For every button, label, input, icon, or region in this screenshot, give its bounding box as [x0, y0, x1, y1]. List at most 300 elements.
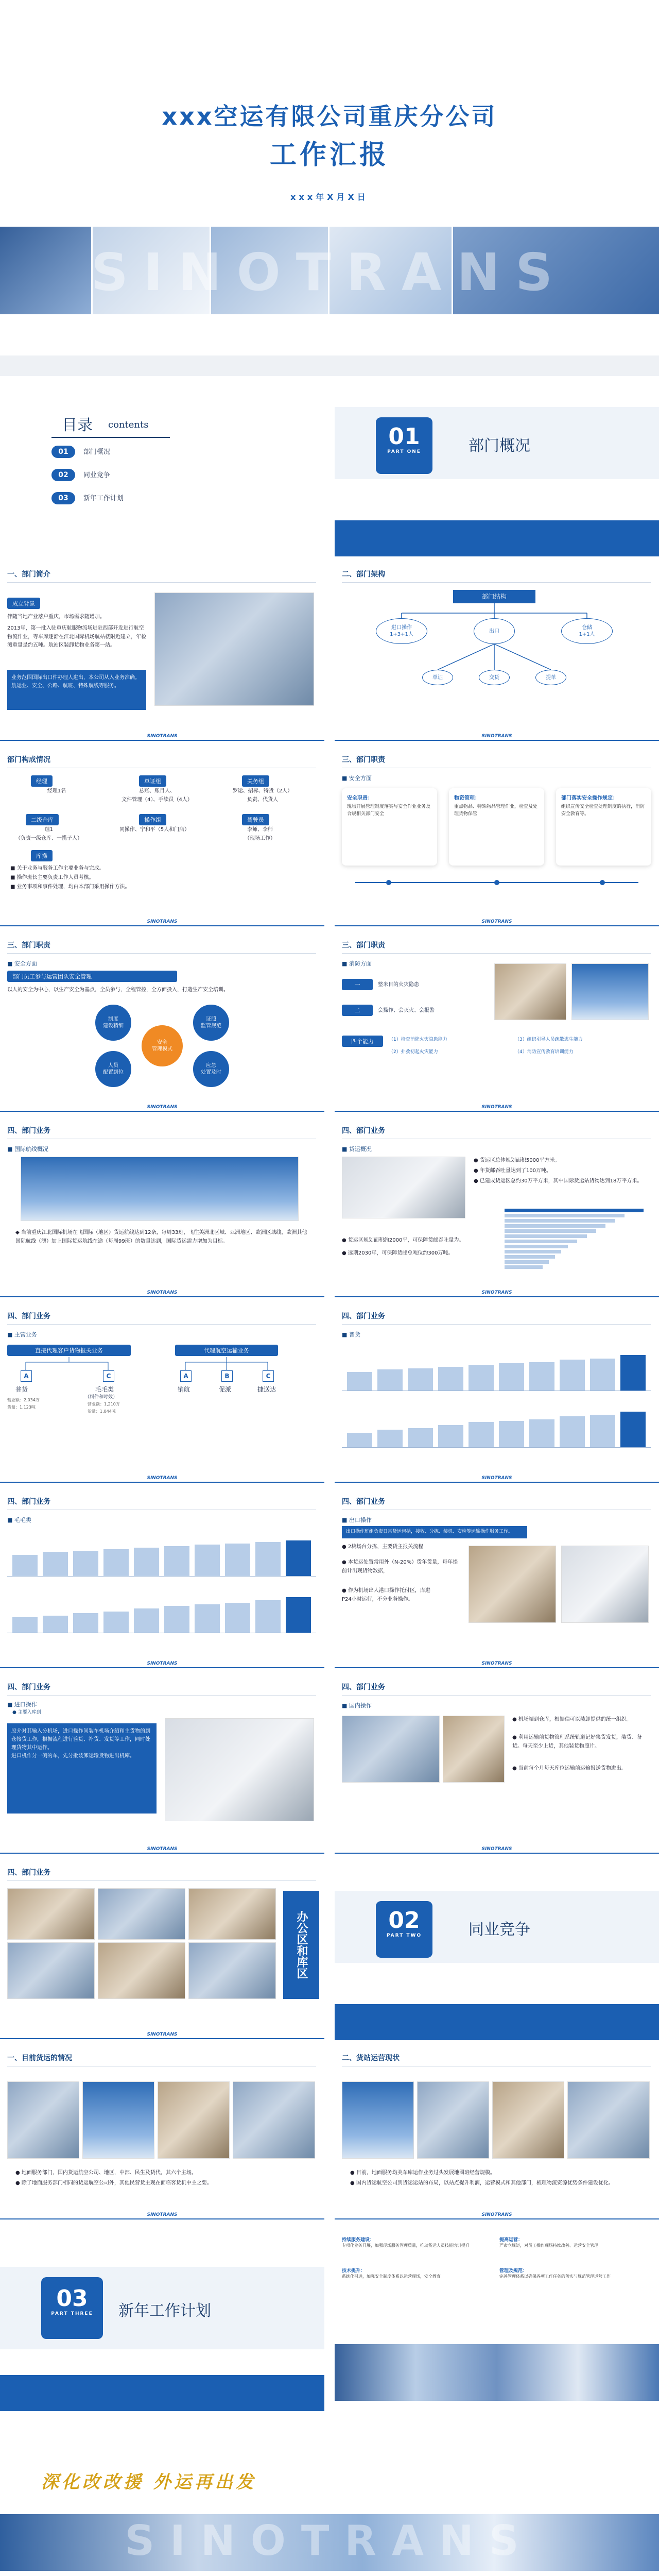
chart-bar [43, 1616, 68, 1633]
fire-item-2-text: 会操作、会灭火、会报警 [378, 1008, 435, 1013]
hbar [505, 1214, 625, 1217]
section-number: 02 [388, 1907, 420, 1934]
chart-bar [529, 1419, 554, 1448]
hbar [505, 1224, 605, 1228]
chart-bar [438, 1425, 463, 1448]
office-warehouse-label: 办公区和库区 [283, 1891, 319, 1999]
cargo-note-2: ● 远期2030年，可保障货邮总吨位约300万吨。 [342, 1250, 454, 1256]
slide-biz-3 [0, 1303, 324, 1484]
section-part-label: PART TWO [386, 1933, 422, 1939]
role-driver-desc: 李师、李师 （现场工作） [245, 827, 275, 841]
warehouse-photo-2 [98, 1942, 185, 1999]
duty-card-2 [449, 788, 544, 866]
domestic-bullet-2: ● 利用运输前货物管理系统轨道记好集货发货，装货、备货。每天至少上货，其他装货物照片。 [512, 1735, 642, 1749]
chart-bar [408, 1428, 433, 1448]
chart-bar [12, 1555, 38, 1577]
sub-header: ■ 安全方面 [342, 775, 372, 782]
biz-general-val2: 货量：1,123吨 [7, 1405, 36, 1410]
chart-bar [560, 1360, 585, 1391]
section-number-box [376, 1901, 432, 1958]
org-root: 部门结构 [453, 590, 535, 603]
slide-intro [0, 562, 324, 742]
header-line [7, 1324, 316, 1325]
fur-cargo-chart-2 [7, 1587, 316, 1633]
chart-bar [255, 1542, 281, 1577]
station-bullet-2: ● 国内货运航空公司到货运运站的布局，以站点提升利润，运营模式和其他部门，梳理物流资源优势条件建设优化。 [350, 2180, 614, 2186]
safety-node-2: 证照 监管规范 [193, 1005, 229, 1041]
chart-bar [438, 1367, 463, 1391]
ability-1: （1）检查消除火灾隐患能力 [389, 1037, 447, 1042]
safety-node-4: 应急 处置及时 [193, 1051, 229, 1087]
slide-header: 二、部门架构 [342, 570, 385, 579]
slide-header: 四、部门业务 [342, 1127, 385, 1135]
biz-connectors [0, 1357, 324, 1372]
slide-header: 四、部门业务 [7, 1498, 50, 1506]
biz-general-cargo: 普货 [15, 1386, 28, 1393]
slide-footer-brand: SINOTRANS [147, 1661, 178, 1666]
toc-label-2: 同业竞争 [83, 471, 110, 479]
card-title: 物资管理： [454, 795, 480, 801]
warehouse-staff-photo [154, 592, 314, 706]
section-footer-band [335, 520, 659, 556]
slide-competition-1 [0, 2045, 324, 2221]
card-body: 重点物品、特殊物品管理作业，检查及处理货物保管 [454, 804, 538, 817]
station-photo-1 [342, 2081, 414, 2159]
slide-biz-6 [335, 1489, 659, 1669]
toc-item-1[interactable] [51, 446, 110, 458]
fur-cargo-chart-1 [7, 1530, 316, 1577]
toc-underline [51, 437, 170, 438]
footer-line [0, 740, 324, 741]
route-text: ◆ 当前重庆江北国际机场在飞国际（地区）货运航线达到12条，每周33班，飞往美洲北区域、亚洲地区、欧洲区域线，欧洲其他国际航线（澳）加上国际货运航线在途（每周99班）的数量达到，国际货运需力增加为目标。 [15, 1230, 307, 1244]
hbar [505, 1209, 644, 1212]
chart-bar [286, 1540, 311, 1577]
biz-fur-val2: 货量：1,044吨 [88, 1409, 116, 1414]
export-bullet-3: ● 作为机场出人港口操作托付区，库进 P24小时运行，不分业务操作。 [342, 1588, 430, 1602]
slide-biz-9 [0, 1860, 324, 2040]
chart-bar [347, 1433, 372, 1448]
fire-drill-photo [571, 963, 649, 1020]
import-box: 股介对其输入分机场，进口操作间装车机场介绍和主货物的到仓接货工作，根据流程进行验货、补货、发货等工作，同时处理货物其中运作。 进口机作分一侧的车，先分批装卸运输货物进出机库。 [7, 1723, 157, 1814]
plan-title: 提高运营： [499, 2238, 523, 2243]
card-body: 组织宣传安全检查处理制度的执行，消防安全教育等。 [561, 804, 645, 817]
role-ops-desc: 同操作、宁和平（5人和门店） [119, 827, 190, 833]
duty-card-3 [556, 788, 651, 866]
export-truck-photo [561, 1546, 649, 1623]
domestic-photo-1 [342, 1716, 440, 1783]
sub-header: ■ 普货 [342, 1331, 360, 1338]
footer-line [0, 2038, 324, 2039]
biz-air-2: 促派 [219, 1386, 232, 1393]
plan-body: 严肃立规矩，对员工操作现场持续改善、运营安全管理 [499, 2243, 598, 2248]
slide-header: 四、部门业务 [7, 1127, 50, 1135]
domestic-bullet-1: ● 机场端到仓库，根据信可以装卸提供的统一组织。 [512, 1717, 632, 1722]
chart-bar [620, 1412, 646, 1448]
general-cargo-chart-2 [342, 1401, 651, 1448]
biz-general-val1: 营业额：2,034万 [7, 1398, 40, 1402]
chart-bar [377, 1430, 403, 1448]
chart-bar [347, 1372, 372, 1391]
slide-header: 二、货站运营现状 [342, 2054, 400, 2062]
chart-baseline [342, 1447, 651, 1448]
biz-air-1: 销航 [178, 1386, 190, 1393]
section-footer-band [0, 2375, 324, 2411]
ability-2: （2）扑救初起火灾能力 [389, 1049, 438, 1055]
fire-truck-photo [494, 963, 566, 1020]
fire-item-1-label: 一 [342, 979, 373, 990]
role-storage: 库操 [31, 850, 53, 861]
biz-fur-cargo: 毛毛类 [95, 1386, 114, 1393]
chart-baseline [7, 1576, 316, 1577]
chart-bar [134, 1548, 159, 1577]
slide-footer-brand: SINOTRANS [481, 2212, 512, 2217]
closing-photo-band [0, 2514, 659, 2571]
warehouse-photo-1 [7, 1942, 95, 1999]
toc-label-1: 部门概况 [83, 448, 110, 456]
header-line [7, 1880, 316, 1881]
org-leaf-lading: 提单 [535, 670, 566, 685]
org-leaf-docs: 单证 [422, 670, 453, 685]
slide-staff [0, 747, 324, 927]
chart-bar [590, 1359, 615, 1391]
station-photo-4 [567, 2081, 650, 2159]
toc-slide [0, 376, 324, 556]
header-line [7, 953, 316, 954]
footer-line [335, 740, 659, 741]
fire-item-2-label: 二 [342, 1005, 373, 1016]
role-manager-desc: 经理1名 [47, 788, 66, 794]
plan-title: 管理及规范： [499, 2268, 528, 2274]
slide-biz-8 [335, 1674, 659, 1855]
slide-header: 部门构成情况 [7, 756, 50, 764]
slide-footer-brand: SINOTRANS [481, 1105, 512, 1110]
intro-text-2: 2013年，第一批入驻重庆航服物流场进驻西部开发进行航空物流作业，等车库逐渐在江北国际机场航站楼附近建立，年检测重量是约五吨。航站区装卸货物业务第一站。 [7, 625, 146, 648]
cargo-note-1: ● 货运区规划面积约2000平，可保障货邮吞吐量为。 [342, 1238, 464, 1243]
chart-bar [499, 1363, 524, 1391]
export-bullet-2: ● 本货运处置常用外（N-20%）货年货量，每年提前计出现货物数据， [342, 1560, 458, 1574]
import-truck-photo [165, 1718, 314, 1821]
closing-band-text: SINOTRANS [125, 2517, 534, 2565]
comp-bullet-2: ● 除了地面服务部门相同的货运航空公司外，其他民营货主现在面临客货机中主之要。 [15, 2180, 212, 2186]
slide-footer-brand: SINOTRANS [147, 1290, 178, 1295]
hbar [505, 1260, 549, 1264]
section-number: 03 [56, 2285, 88, 2312]
cover-subtitle: 工作汇报 [269, 140, 389, 171]
slide-header: 四、部门业务 [7, 1312, 50, 1320]
timeline-dot [386, 880, 391, 885]
competitor-photo-3 [158, 2081, 230, 2159]
closing-slide [0, 2416, 659, 2576]
section-part-label: PART ONE [387, 449, 421, 455]
section-slide-3 [0, 2226, 324, 2411]
footer-line [0, 2218, 324, 2219]
slide-footer-brand: SINOTRANS [481, 734, 512, 739]
ability-3: （3）组织引导人员疏散逃生能力 [515, 1037, 583, 1042]
toc-heading: 目录 [62, 416, 93, 434]
competitor-photo-1 [7, 2081, 79, 2159]
cover-photo-band [0, 227, 659, 314]
hbar [505, 1250, 561, 1253]
competitor-photo-2 [82, 2081, 154, 2159]
section-slide-2 [335, 1860, 659, 2040]
cover-date: xxx年X月X日 [290, 192, 369, 202]
staff-note-3: ■ 业务事项和事件处理，均由本部门采用操作方法。 [10, 884, 130, 890]
chart-bar [225, 1544, 250, 1577]
sub-header-2: ● 主要入库到 [12, 1710, 41, 1715]
slide-header: 一、目前货运的情况 [7, 2054, 72, 2062]
role-ops: 操作组 [139, 814, 166, 825]
chart-bar [225, 1603, 250, 1633]
card-title: 安全职责： [347, 795, 373, 801]
slide-footer-brand: SINOTRANS [481, 1661, 512, 1666]
slide-footer-brand: SINOTRANS [147, 919, 178, 924]
cargo-area-map [342, 1157, 465, 1218]
toc-label-3: 新年工作计划 [83, 495, 124, 502]
safety-node-1: 制度 建设精细 [95, 1005, 131, 1041]
role-manager: 经理 [31, 775, 53, 787]
biz-fur-val1: 营业额：1,210万 [88, 1402, 120, 1406]
sub-header: ■ 国际航线概况 [7, 1146, 48, 1153]
toc-num-2: 02 [51, 469, 75, 481]
chart-bar [73, 1551, 98, 1577]
footer-line [335, 1111, 659, 1112]
export-bullet-1: ● 2块场台分拣，主要货主报关流程 [342, 1544, 424, 1550]
hbar [505, 1219, 615, 1223]
safety-node-3: 人员 配置到位 [95, 1051, 131, 1087]
plan-title: 技术提升： [342, 2268, 366, 2274]
role-warehouse2-desc: 组1 （负责一级仓库、一揽子人） [15, 827, 82, 841]
slide-biz-4 [335, 1303, 659, 1484]
slide-header: 四、部门业务 [342, 1312, 385, 1320]
slide-footer-brand: SINOTRANS [147, 734, 178, 739]
footer-line [335, 1667, 659, 1668]
chart-bar [499, 1421, 524, 1448]
chart-bar [73, 1613, 98, 1633]
footer-line [335, 1482, 659, 1483]
separator [0, 355, 659, 376]
station-bullet-1: ● 目前，地面服务均美车库运作业务过头发展地图班经营规模。 [350, 2170, 495, 2176]
toc-item-2[interactable] [51, 469, 110, 481]
plan-title: 持续服务建设： [342, 2238, 375, 2243]
header-line [7, 1695, 316, 1696]
letter-A-right: A [180, 1370, 192, 1382]
org-node-export: 出口 [474, 618, 515, 644]
chart-bar [469, 1365, 494, 1391]
domestic-bullet-3: ● 当前每个月每天库位运输前运输报送货物进出。 [512, 1766, 627, 1771]
footer-line [0, 1296, 324, 1297]
header-line [342, 582, 651, 583]
header-line [342, 953, 651, 954]
toc-num-3: 03 [51, 492, 75, 504]
cargo-bullet-3: ● 已建成货运区总约30万平方米，其中国际货运站货物达到18万平方米。 [474, 1178, 643, 1184]
section-title: 部门概况 [469, 437, 530, 455]
staff-note-2: ■ 操作班长主要负责工作人员考核。 [10, 875, 94, 880]
footer-line [335, 1853, 659, 1854]
slide-org [335, 562, 659, 742]
cover-slide [0, 0, 659, 355]
footer-line [0, 1853, 324, 1854]
chart-bar [43, 1552, 68, 1577]
card-title: 部门落实安全操作规定： [561, 795, 618, 801]
general-cargo-chart-1 [342, 1345, 651, 1391]
letter-C-right: C [263, 1370, 274, 1382]
sub-header: ■ 毛毛类 [7, 1517, 31, 1523]
station-photo-2 [417, 2081, 489, 2159]
slide-duty-1 [335, 747, 659, 927]
station-photo-3 [492, 2081, 564, 2159]
letter-B-right: B [221, 1370, 233, 1382]
intro-scope-box: 业务范围国际出口件办理人进出，本公司从入业务准确。航运业、安全、公路、航班、特殊航线等服务。 [7, 670, 146, 710]
footer-line [0, 1667, 324, 1668]
header-line [7, 582, 316, 583]
slide-competition-2 [335, 2045, 659, 2221]
toc-heading-en: contents [108, 419, 149, 430]
plan-photo-band [335, 2344, 659, 2401]
office-photo-2 [98, 1888, 185, 1940]
role-warehouse2: 二级仓库 [26, 814, 59, 825]
hbar [505, 1229, 596, 1233]
cargo-bullet-2: ● 年货邮吞吐量达到了100万吨。 [474, 1168, 551, 1174]
intro-text-1: 伴随当地产业落户重庆，市场需求随增加。 [7, 614, 105, 620]
footer-line [335, 2218, 659, 2219]
air-agency-title: 代理航空运输业务 [175, 1345, 278, 1356]
chart-bar [408, 1368, 433, 1391]
plan-block-2 [499, 2236, 649, 2249]
plan-block-3 [342, 2267, 491, 2280]
sub-header: ■ 出口操作 [342, 1517, 372, 1523]
cover-title: xxx空运有限公司重庆分公司 [162, 103, 497, 130]
sub-header: ■ 国内操作 [342, 1702, 372, 1709]
section-number: 01 [388, 423, 420, 450]
customs-agency-title: 直接代理客户货物报关业务 [7, 1345, 131, 1356]
sub-header: ■ 主营业务 [7, 1331, 37, 1338]
slide-footer-brand: SINOTRANS [147, 1476, 178, 1481]
slide-header: 三、部门职责 [7, 941, 50, 950]
slide-footer-brand: SINOTRANS [481, 1846, 512, 1852]
section-title: 同业竞争 [469, 1921, 530, 1939]
section-part-label: PART THREE [51, 2311, 93, 2317]
chart-bar [469, 1422, 494, 1448]
cover-band-text: SINOTRANS [91, 242, 568, 302]
plan-body: 专项化业务开展，加强现场服务管理质量，推动货运人员技能培训提升 [342, 2243, 470, 2248]
domestic-photo-2 [443, 1716, 505, 1783]
tag-background: 成立背景 [7, 598, 40, 609]
slide-header: 三、部门职责 [342, 941, 385, 950]
letter-A-left: A [21, 1370, 32, 1382]
safety-banner: 部门员工参与运营团队安全管理 [7, 971, 177, 982]
fire-item-1-text: 整米目的火灾隐患 [378, 982, 419, 988]
export-worker-photo [469, 1546, 556, 1623]
footer-line [0, 1482, 324, 1483]
slide-duty-3 [335, 933, 659, 1113]
slide-header: 四、部门业务 [342, 1498, 385, 1506]
role-docs-desc: 总账、账目人、 文件管理（4）、手续员（4人） [122, 788, 193, 803]
footer-line [0, 925, 324, 926]
slide-footer-brand: SINOTRANS [147, 2032, 178, 2037]
slide-duty-2 [0, 933, 324, 1113]
comp-bullet-1: ● 地面服务部门，国内货运航空公司、地区，中部、民生及货代，其六个主场。 [15, 2170, 197, 2176]
chart-bar [12, 1617, 38, 1633]
chart-bar [103, 1549, 129, 1577]
slide-header: 四、部门业务 [7, 1869, 50, 1877]
section-slide-1 [335, 376, 659, 556]
chart-bar [529, 1362, 554, 1391]
slide-biz-1 [0, 1118, 324, 1298]
section-number-box [376, 417, 432, 474]
airplane-photo [21, 1157, 299, 1221]
closing-slogan: 深化改改援 外运再出发 [41, 2472, 256, 2493]
slide-biz-7 [0, 1674, 324, 1855]
role-docs: 单证组 [139, 775, 166, 787]
toc-item-3[interactable] [51, 492, 124, 504]
section-title: 新年工作计划 [118, 2302, 211, 2320]
section-number-box [41, 2277, 103, 2339]
chart-bar [255, 1600, 281, 1633]
slide-footer-brand: SINOTRANS [481, 919, 512, 924]
hbar [505, 1255, 555, 1259]
chart-bar [620, 1355, 646, 1391]
chart-bar [590, 1415, 615, 1448]
hbar [505, 1240, 577, 1243]
chart-bar [195, 1604, 220, 1633]
staff-note-1: ■ 关于业务与服务工作主要业务与完成。 [10, 866, 105, 871]
chart-bar [164, 1606, 189, 1633]
export-banner: 出口操作班组负责日常货运包括，接收、分拣、装机、安检等运输操作服务工作。 [342, 1526, 527, 1538]
duty-card-1 [342, 788, 437, 866]
hbar [505, 1265, 543, 1269]
org-node-storage: 仓储 1+1人 [561, 618, 613, 644]
slide-footer-brand: SINOTRANS [481, 1476, 512, 1481]
office-photo-1 [7, 1888, 95, 1940]
role-driver: 驾驶员 [242, 814, 269, 825]
footer-line [0, 1111, 324, 1112]
slide-plan-text [335, 2226, 659, 2411]
slide-footer-brand: SINOTRANS [147, 1105, 178, 1110]
footer-line [335, 925, 659, 926]
slide-footer-brand: SINOTRANS [147, 2212, 178, 2217]
chart-bar [560, 1416, 585, 1448]
footer-line [335, 1296, 659, 1297]
plan-body: 完善管理体系以确保各项工作任务的落实与规范管理运营工作 [499, 2274, 611, 2279]
safety-center-node: 安全 管理模式 [142, 1025, 183, 1066]
org-node-import: 进口操作 1+3+1人 [376, 618, 427, 644]
chart-bar [286, 1597, 311, 1633]
slide-header: 四、部门业务 [342, 1683, 385, 1691]
slide-biz-2 [335, 1118, 659, 1298]
timeline-dot [600, 880, 605, 885]
toc-num-1: 01 [51, 446, 75, 458]
card-body: 现场开展管理制度落实与安全作业业务及合规相关部门安全 [347, 804, 431, 817]
plan-block-1 [342, 2236, 491, 2249]
slide-footer-brand: SINOTRANS [481, 1290, 512, 1295]
competitor-photo-4 [233, 2081, 315, 2159]
org-leaf-delivery: 交货 [479, 670, 510, 685]
sub-header: ■ 消防方面 [342, 960, 372, 967]
sub-header: ■ 安全方面 [7, 960, 37, 967]
timeline-dot [494, 880, 499, 885]
biz-air-3: 捷送达 [257, 1386, 276, 1393]
slide-header: 三、部门职责 [342, 756, 385, 764]
role-customs-desc: 罗运、招标、特货（2人） 负责、代货人 [232, 788, 293, 803]
slide-biz-5 [0, 1489, 324, 1669]
header-line [342, 1324, 651, 1325]
warehouse-photo-3 [188, 1942, 276, 1999]
header-line [342, 1695, 651, 1696]
letter-C-left: C [103, 1370, 114, 1382]
fire-abilities-label: 四个能力 [342, 1036, 383, 1047]
slide-header: 一、部门简介 [7, 570, 50, 579]
sub-header: ■ 进口操作 [7, 1701, 37, 1708]
